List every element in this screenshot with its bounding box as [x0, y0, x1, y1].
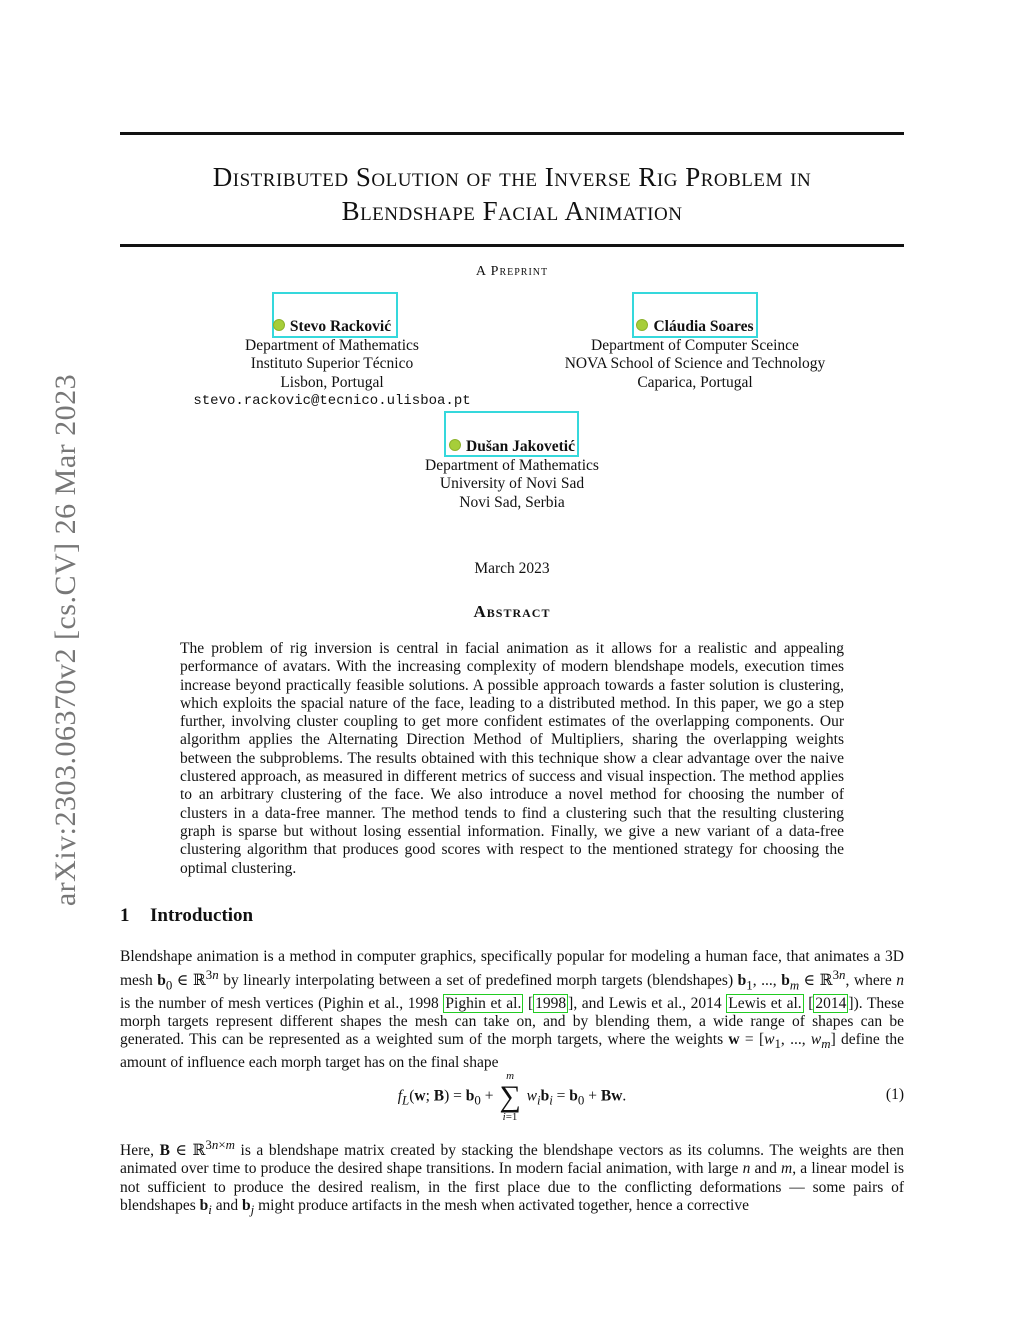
text-run: and	[750, 1160, 782, 1178]
citation-link[interactable]: 2014	[815, 994, 847, 1012]
section-title: Introduction	[150, 905, 254, 926]
orcid-icon[interactable]	[273, 319, 285, 331]
equation-1	[120, 1070, 904, 1126]
author-location: Novi Sad, Serbia	[459, 493, 565, 511]
equation-number: (1)	[885, 1086, 904, 1103]
publication-date: March 2023	[474, 560, 550, 577]
text-run: might produce artifacts in the mesh when activated together, hence a corrective	[254, 1197, 749, 1215]
text-run: ). These morph targets represent different shapes the mesh can take on, and by blending them, a wide range of shapes can be generated. This can be represented as a weighted sum of the morph targets, where the weights	[120, 994, 904, 1049]
author-department: Department of Computer Sceince	[591, 336, 799, 354]
author-institution: Instituto Superior Técnico	[250, 355, 414, 372]
preprint-label: A Preprint	[475, 264, 549, 279]
author-block-2	[540, 318, 850, 392]
orcid-icon[interactable]	[449, 439, 461, 451]
author-name[interactable]: Dušan Jakovetić	[466, 438, 575, 455]
text-run: , and Lewis et al., 2014	[573, 994, 727, 1012]
orcid-icon[interactable]	[636, 319, 648, 331]
text-run: Blendshape animation is a method in computer graphics, specifically popular for modeling a human face, that animates a 3D mesh	[120, 948, 904, 990]
citation-link[interactable]: 1998	[535, 994, 567, 1012]
author-block-3	[362, 438, 662, 512]
text-run: Here,	[120, 1142, 160, 1160]
citation-link[interactable]: Lewis et al.	[728, 994, 802, 1012]
abstract-text: The problem of rig inversion is central in facial animation as it allows for a realistic and appealing performance of avatars. With the increasing complexity of modern blendshape models, execution times increase beyond practically feasible solutions. A possible approach towards a faster solution is clustering, which exploits the spacial nature of the face, leading to a distributed method. In this paper, we go a step further, involving cluster coupling to get more confident estimates of the overlapping components. Our algorithm applies the Alternating Direction Method of Multipliers, sharing the overlapping weights between the subproblems. The results obtained with this technique show a clear advantage over the naive clustered approach, as measured in different metrics of success and visual inspection. The method applies to an arbitrary clustering of the face. We also introduce a novel method for choosing the number of clusters in a data-free manner. The method tends to find a clustering such that the resulting clustering graph is sparse but without losing essential information. Finally, we give a new variant of a data-free clustering algorithm that produces good scores with respect to the mentioned strategy for choosing the optimal clustering.	[180, 640, 844, 877]
paper-title	[120, 160, 904, 228]
section-heading	[120, 905, 253, 927]
author-email[interactable]: stevo.rackovic@tecnico.ulisboa.pt	[193, 393, 471, 409]
author-department: Department of Mathematics	[425, 456, 599, 474]
author-location: Caparica, Portugal	[637, 373, 753, 391]
title-top-rule	[120, 132, 904, 135]
intro-paragraph: Blendshape animation is a method in computer graphics, specifically popular for modeling a human face, that animates a 3D mesh $b_0$ ∈ ℝ$^{3n}$ by linearly interpolating between a set of predefined morph targets (blendshapes) $b_1$, ..., $b_m$ ∈ ℝ$^{3n}$, where n is the number of mesh vertices (Pighin et al., 1998 Pighin et al. [ 1998 ], and Lewis et al., 2014 Lewis et al. [ 2014 ]). These morph targets represent different shapes the mesh can take on, and by blending them, a wide range of shapes can be generated. This can be represented as a weighted sum of the morph targets, where the weights $w = [w_1$, ..., $w_m$] define the amount of influence each morph target has on the final shape	[120, 948, 905, 1071]
abstract-heading: Abstract	[473, 602, 551, 621]
author-location: Lisbon, Portugal	[280, 373, 384, 391]
text-run: define the amount of influence each morph target has on the final shape	[120, 1031, 905, 1071]
summation-symbol: m ∑ i=1	[499, 1070, 521, 1123]
author-institution: University of Novi Sad	[439, 475, 585, 492]
equation-body: $f_L(w$; $B) = b_0$ + m ∑ i=1 $w_ib_i = b_0 + Bw$.	[397, 1070, 627, 1123]
author-name[interactable]: Cláudia Soares	[653, 318, 754, 335]
citation-link[interactable]: Pighin et al.	[445, 994, 522, 1012]
text-run: , where	[845, 972, 897, 990]
text-run: is a blendshape matrix created by stacking the blendshape vectors as its columns. The weights are then animated over time to produce the desired shape transitions. In modern facial animation, with large	[120, 1142, 904, 1178]
text-run: is the number of mesh vertices (Pighin et al., 1998	[120, 994, 444, 1012]
paragraph-2: Here, B ∈ ℝ$^{3n\times m}$ is a blendshape matrix created by stacking the blendshape vectors as its columns. The weights are then animated over time to produce the desired shape transitions. In modern facial animation, with large n and m, a linear model is not sufficient to produce the desired realism, in the first place due to the conflicting deformations — some pairs of blendshapes $b_i$ and $b_j$ might produce artifacts in the mesh when activated together, hence a corrective	[120, 1137, 905, 1218]
text-run: and	[211, 1197, 242, 1215]
author-department: Department of Mathematics	[245, 336, 419, 354]
title-line-2: Blendshape Facial Animation	[341, 196, 683, 226]
title-bottom-rule	[120, 244, 904, 247]
author-block-1	[180, 318, 484, 411]
title-line-1: Distributed Solution of the Inverse Rig Problem in	[212, 162, 812, 192]
author-name[interactable]: Stevo Racković	[289, 318, 392, 335]
text-run: by linearly interpolating between a set of predefined morph targets (blendshapes)	[218, 972, 738, 990]
author-institution: NOVA School of Science and Technology	[564, 355, 826, 372]
arxiv-identifier: arXiv:2303.06370v2 [cs.CV] 26 Mar 2023	[49, 373, 82, 907]
section-number: 1	[120, 905, 130, 926]
text-run: , a linear model is not sufficient to produce the desired realism, in the first place due to the conflicting deformations — some pairs of blendshapes	[120, 1160, 905, 1215]
